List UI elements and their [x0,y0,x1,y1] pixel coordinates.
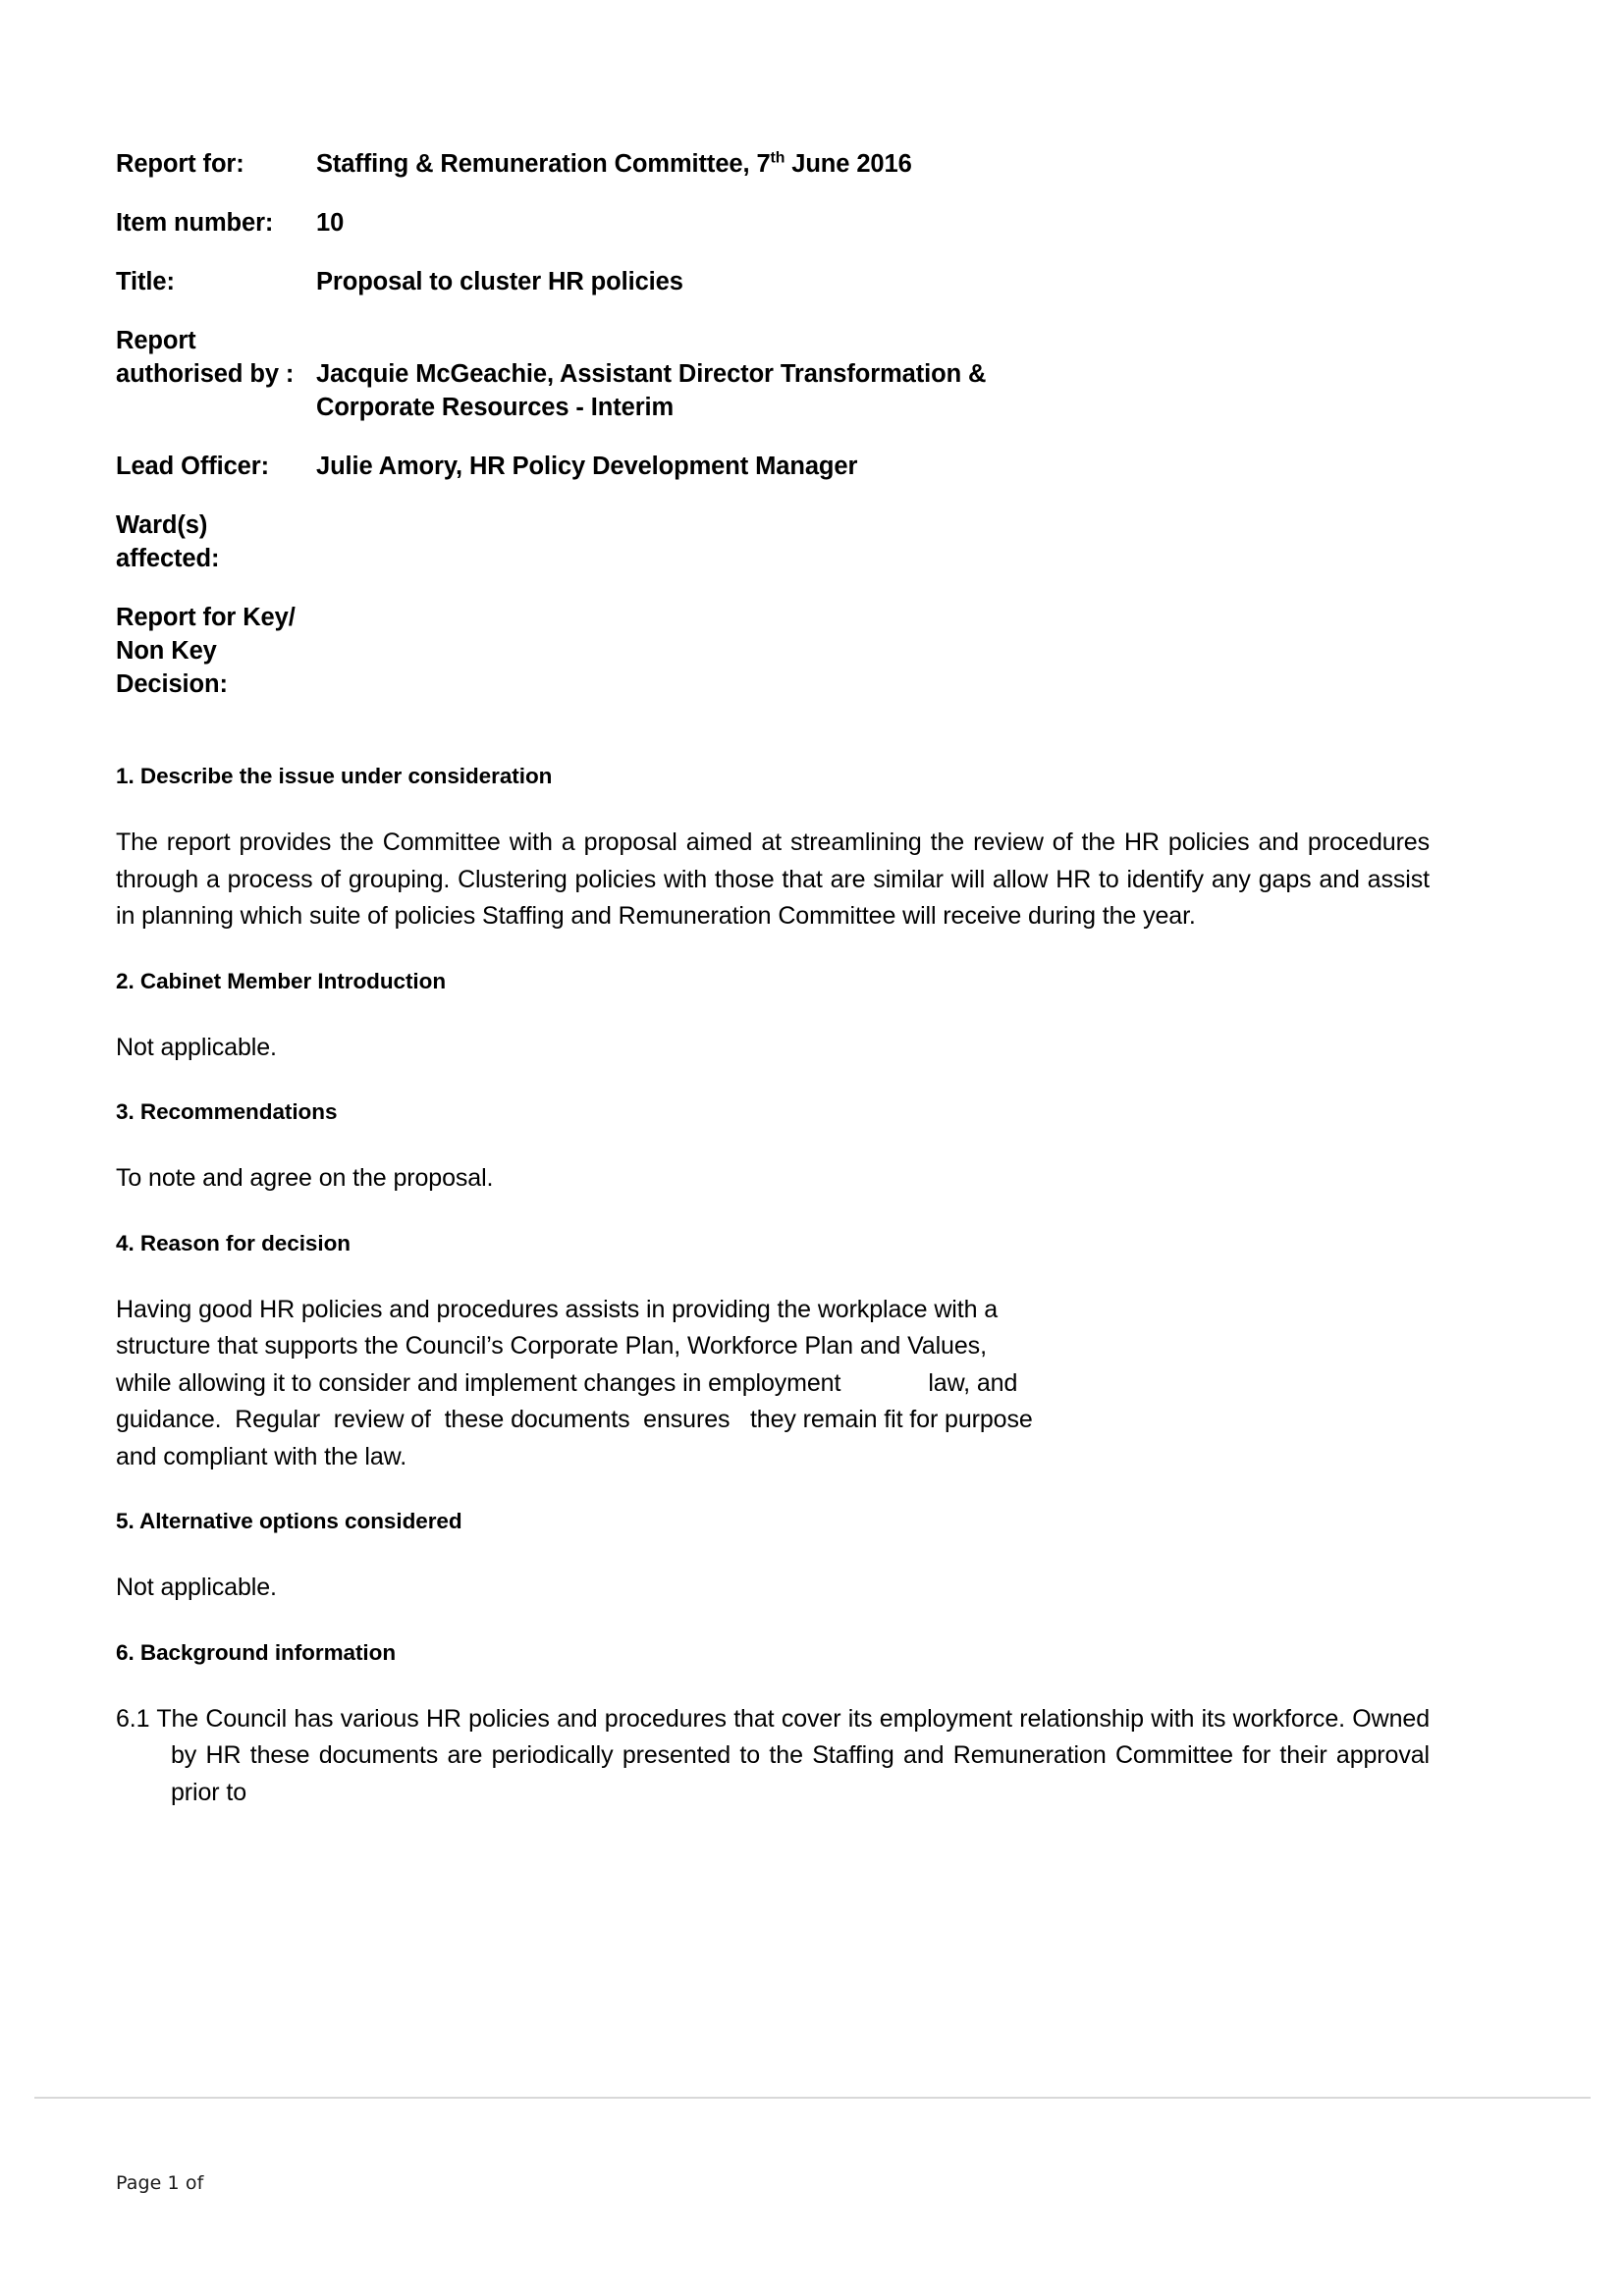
meta-label-line: Title: [116,268,175,295]
committee-name: Staffing & Remuneration Committee, 7 [316,150,771,178]
meta-label-line: Ward(s) affected: [116,511,220,572]
section-heading-4: 4. Reason for decision [116,1230,351,1255]
footer-divider [34,2097,1591,2099]
meta-value-line: 10 [316,209,345,237]
meta-value-wards-affected [316,508,1430,509]
meta-value-lead-officer [316,450,1430,483]
meta-label-line: Item number: [116,209,274,237]
meta-value-item-number [316,206,1430,240]
meta-row-item-number [116,206,1430,240]
meta-row-report-for [116,147,1430,181]
meta-label-report-for [116,147,316,181]
meta-label-report-authorised-by [116,324,316,391]
meta-row-lead-officer [116,450,1430,483]
meta-row-title [116,265,1430,298]
meta-value-report-for [316,147,1430,181]
footer-page-number: Page 1 of [116,2172,204,2194]
section-heading-1: 1. Describe the issue under consideration [116,764,553,788]
date-ordinal-suffix: th [770,149,785,167]
meta-value-line: Jacquie McGeachie, Assistant Director Transformation & [316,360,987,388]
meta-label-line: Report [116,327,196,354]
section-body-4-line: while allowing it to consider and implement changes in employment law, and [116,1368,1018,1397]
meta-label-line: authorised by : [116,360,295,388]
meta-label-item-number [116,206,316,240]
section-body-4-line: guidance. Regular review of these documents ensures they remain fit for purpose [116,1406,1033,1433]
section-heading-2: 2. Cabinet Member Introduction [116,968,447,993]
meta-label-line: Non Key Decision: [116,637,228,698]
section-heading-5: 5. Alternative options considered [116,1509,462,1533]
document-body [116,147,1430,1811]
meta-value-title [316,265,1430,298]
section-heading-3: 3. Recommendations [116,1099,338,1124]
meta-label-lead-officer [116,450,316,483]
section-body-4 [116,1292,1430,1476]
meta-label-line: Lead Officer: [116,453,269,480]
date-tail: June 2016 [785,150,912,178]
section-body-2: Not applicable. [116,1033,277,1061]
section-body-1: The report provides the Committee with a proposal aimed at streamlining the review of the HR policies and procedures through a process of grouping. Clustering policies with those that are similar will allow HR to identify any gaps and assist in planning which suite of policies Staffing and Remuneration Committee will receive during the year. [116,828,1430,930]
meta-label-title [116,265,316,298]
meta-value-line: Proposal to cluster HR policies [316,268,683,295]
section-body-3: To note and agree on the proposal. [116,1164,494,1192]
section-body-4-line: Having good HR policies and procedures assists in providing the workplace with a [116,1295,999,1323]
section-body-4-line: structure that supports the Council’s Corporate Plan, Workforce Plan and Values, [116,1332,987,1360]
meta-body-gap [116,726,1430,762]
section-body-5: Not applicable. [116,1574,277,1601]
meta-value-line: Julie Amory, HR Policy Development Manager [316,453,858,480]
meta-value-key-decision [316,601,1430,602]
meta-value-spacer [316,324,1430,357]
meta-label-line: Report for Key/ [116,604,296,631]
meta-row-key-decision [116,601,1430,701]
section-heading-6: 6. Background information [116,1639,397,1665]
meta-value-report-authorised-by [316,324,1430,424]
meta-value-line [316,147,1430,181]
meta-value-line: Corporate Resources - Interim [316,394,675,421]
meta-label-line: Report for: [116,150,244,178]
section-body-6-1: 6.1 The Council has various HR policies and procedures that cover its employment relationship with its workforce. Owned by HR these documents are periodically presented to the Staffing and Remuneration Committee for their approval prior to [116,1704,1430,1806]
meta-label-key-decision [116,601,316,701]
meta-row-wards-affected [116,508,1430,575]
meta-label-wards-affected [116,508,316,575]
meta-row-report-authorised-by [116,324,1430,424]
section-body-4-line: and compliant with the law. [116,1442,407,1470]
